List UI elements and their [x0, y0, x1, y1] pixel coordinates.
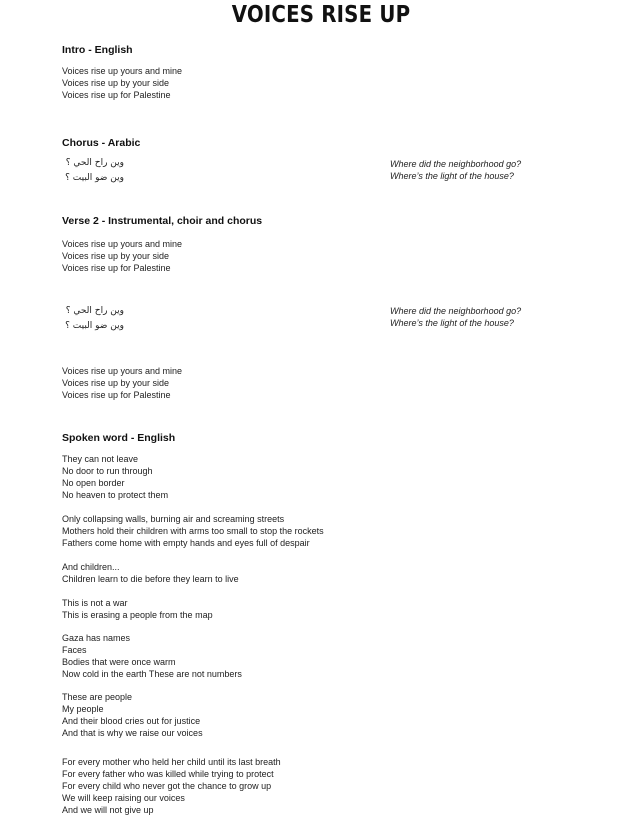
- spoken-stanza-7: [62, 756, 362, 816]
- lyric-line: For every father who was killed while trying to protect: [62, 769, 274, 779]
- lyric-line: For every mother who held her child until its last breath: [62, 757, 281, 767]
- spoken-heading: Spoken word - English: [62, 432, 176, 444]
- lyric-line: No open border: [62, 478, 125, 488]
- lyric-line: And we will not give up: [62, 805, 154, 815]
- lyric-line: No heaven to protect them: [62, 490, 169, 500]
- verse2-lines-b: [62, 365, 362, 401]
- lyric-line: Voices rise up for Palestine: [62, 90, 171, 100]
- spoken-stanza-4: [62, 597, 362, 621]
- spoken-stanza-1: [62, 453, 362, 501]
- lyric-line: They can not leave: [62, 454, 139, 464]
- lyric-line: And their blood cries out for justice: [62, 716, 201, 726]
- intro-heading: Intro - English: [62, 44, 133, 56]
- lyric-line: Fathers come home with empty hands and eyes full of despair: [62, 538, 310, 548]
- spoken-stanza-3: [62, 561, 362, 585]
- verse2-section: [62, 215, 362, 228]
- lyric-line: And children...: [62, 562, 120, 572]
- chorus-translation: [390, 158, 610, 182]
- chorus-section: [62, 137, 362, 150]
- translation-line: Where’s the light of the house?: [390, 318, 514, 328]
- lyric-line: My people: [62, 704, 104, 714]
- lyric-line: Children learn to die before they learn to live: [62, 574, 239, 584]
- verse2-arabic-lines: [60, 304, 124, 334]
- arabic-line: وين راح الحي ؟: [65, 306, 124, 316]
- verse2-heading: Verse 2 - Instrumental, choir and chorus: [62, 215, 263, 227]
- lyric-line: Gaza has names: [62, 633, 131, 643]
- arabic-line: وين راح الحي ؟: [65, 158, 124, 168]
- intro-lines: [62, 65, 362, 101]
- lyric-line: No door to run through: [62, 466, 153, 476]
- spoken-stanza-6: [62, 691, 362, 739]
- spoken-stanza-5: [62, 632, 362, 680]
- verse2-translation: [390, 305, 610, 329]
- lyric-line: These are people: [62, 692, 133, 702]
- lyric-line: Faces: [62, 645, 87, 655]
- lyric-line: Voices rise up by your side: [62, 78, 170, 88]
- lyric-line: And that is why we raise our voices: [62, 728, 203, 738]
- lyric-line: Only collapsing walls, burning air and screaming streets: [62, 514, 285, 524]
- lyric-line: Voices rise up for Palestine: [62, 263, 171, 273]
- lyric-line: We will keep raising our voices: [62, 793, 185, 803]
- verse2-lines-a: [62, 238, 362, 274]
- translation-line: Where’s the light of the house?: [390, 171, 514, 181]
- spoken-stanza-2: [62, 513, 362, 549]
- lyric-line: Bodies that were once warm: [62, 657, 176, 667]
- lyric-line: Voices rise up yours and mine: [62, 239, 183, 249]
- lyric-line: Now cold in the earth These are not numbers: [62, 669, 242, 679]
- arabic-line: وين ضو البيت ؟: [65, 173, 124, 183]
- lyric-line: Mothers hold their children with arms too small to stop the rockets: [62, 526, 324, 536]
- chorus-heading: Chorus - Arabic: [62, 137, 141, 149]
- song-title: VOICES RISE UP: [231, 2, 411, 28]
- lyric-line: For every child who never got the chance to grow up: [62, 781, 272, 791]
- lyric-line: Voices rise up yours and mine: [62, 66, 183, 76]
- translation-line: Where did the neighborhood go?: [390, 306, 522, 316]
- lyric-line: This is erasing a people from the map: [62, 610, 213, 620]
- lyric-line: This is not a war: [62, 598, 128, 608]
- intro-section: [62, 44, 362, 57]
- lyric-line: Voices rise up for Palestine: [62, 390, 171, 400]
- translation-line: Where did the neighborhood go?: [390, 159, 522, 169]
- lyric-line: Voices rise up yours and mine: [62, 366, 183, 376]
- arabic-line: وين ضو البيت ؟: [65, 321, 124, 331]
- lyric-line: Voices rise up by your side: [62, 378, 170, 388]
- lyric-line: Voices rise up by your side: [62, 251, 170, 261]
- spoken-section: [62, 432, 362, 445]
- chorus-arabic-lines: [60, 156, 124, 186]
